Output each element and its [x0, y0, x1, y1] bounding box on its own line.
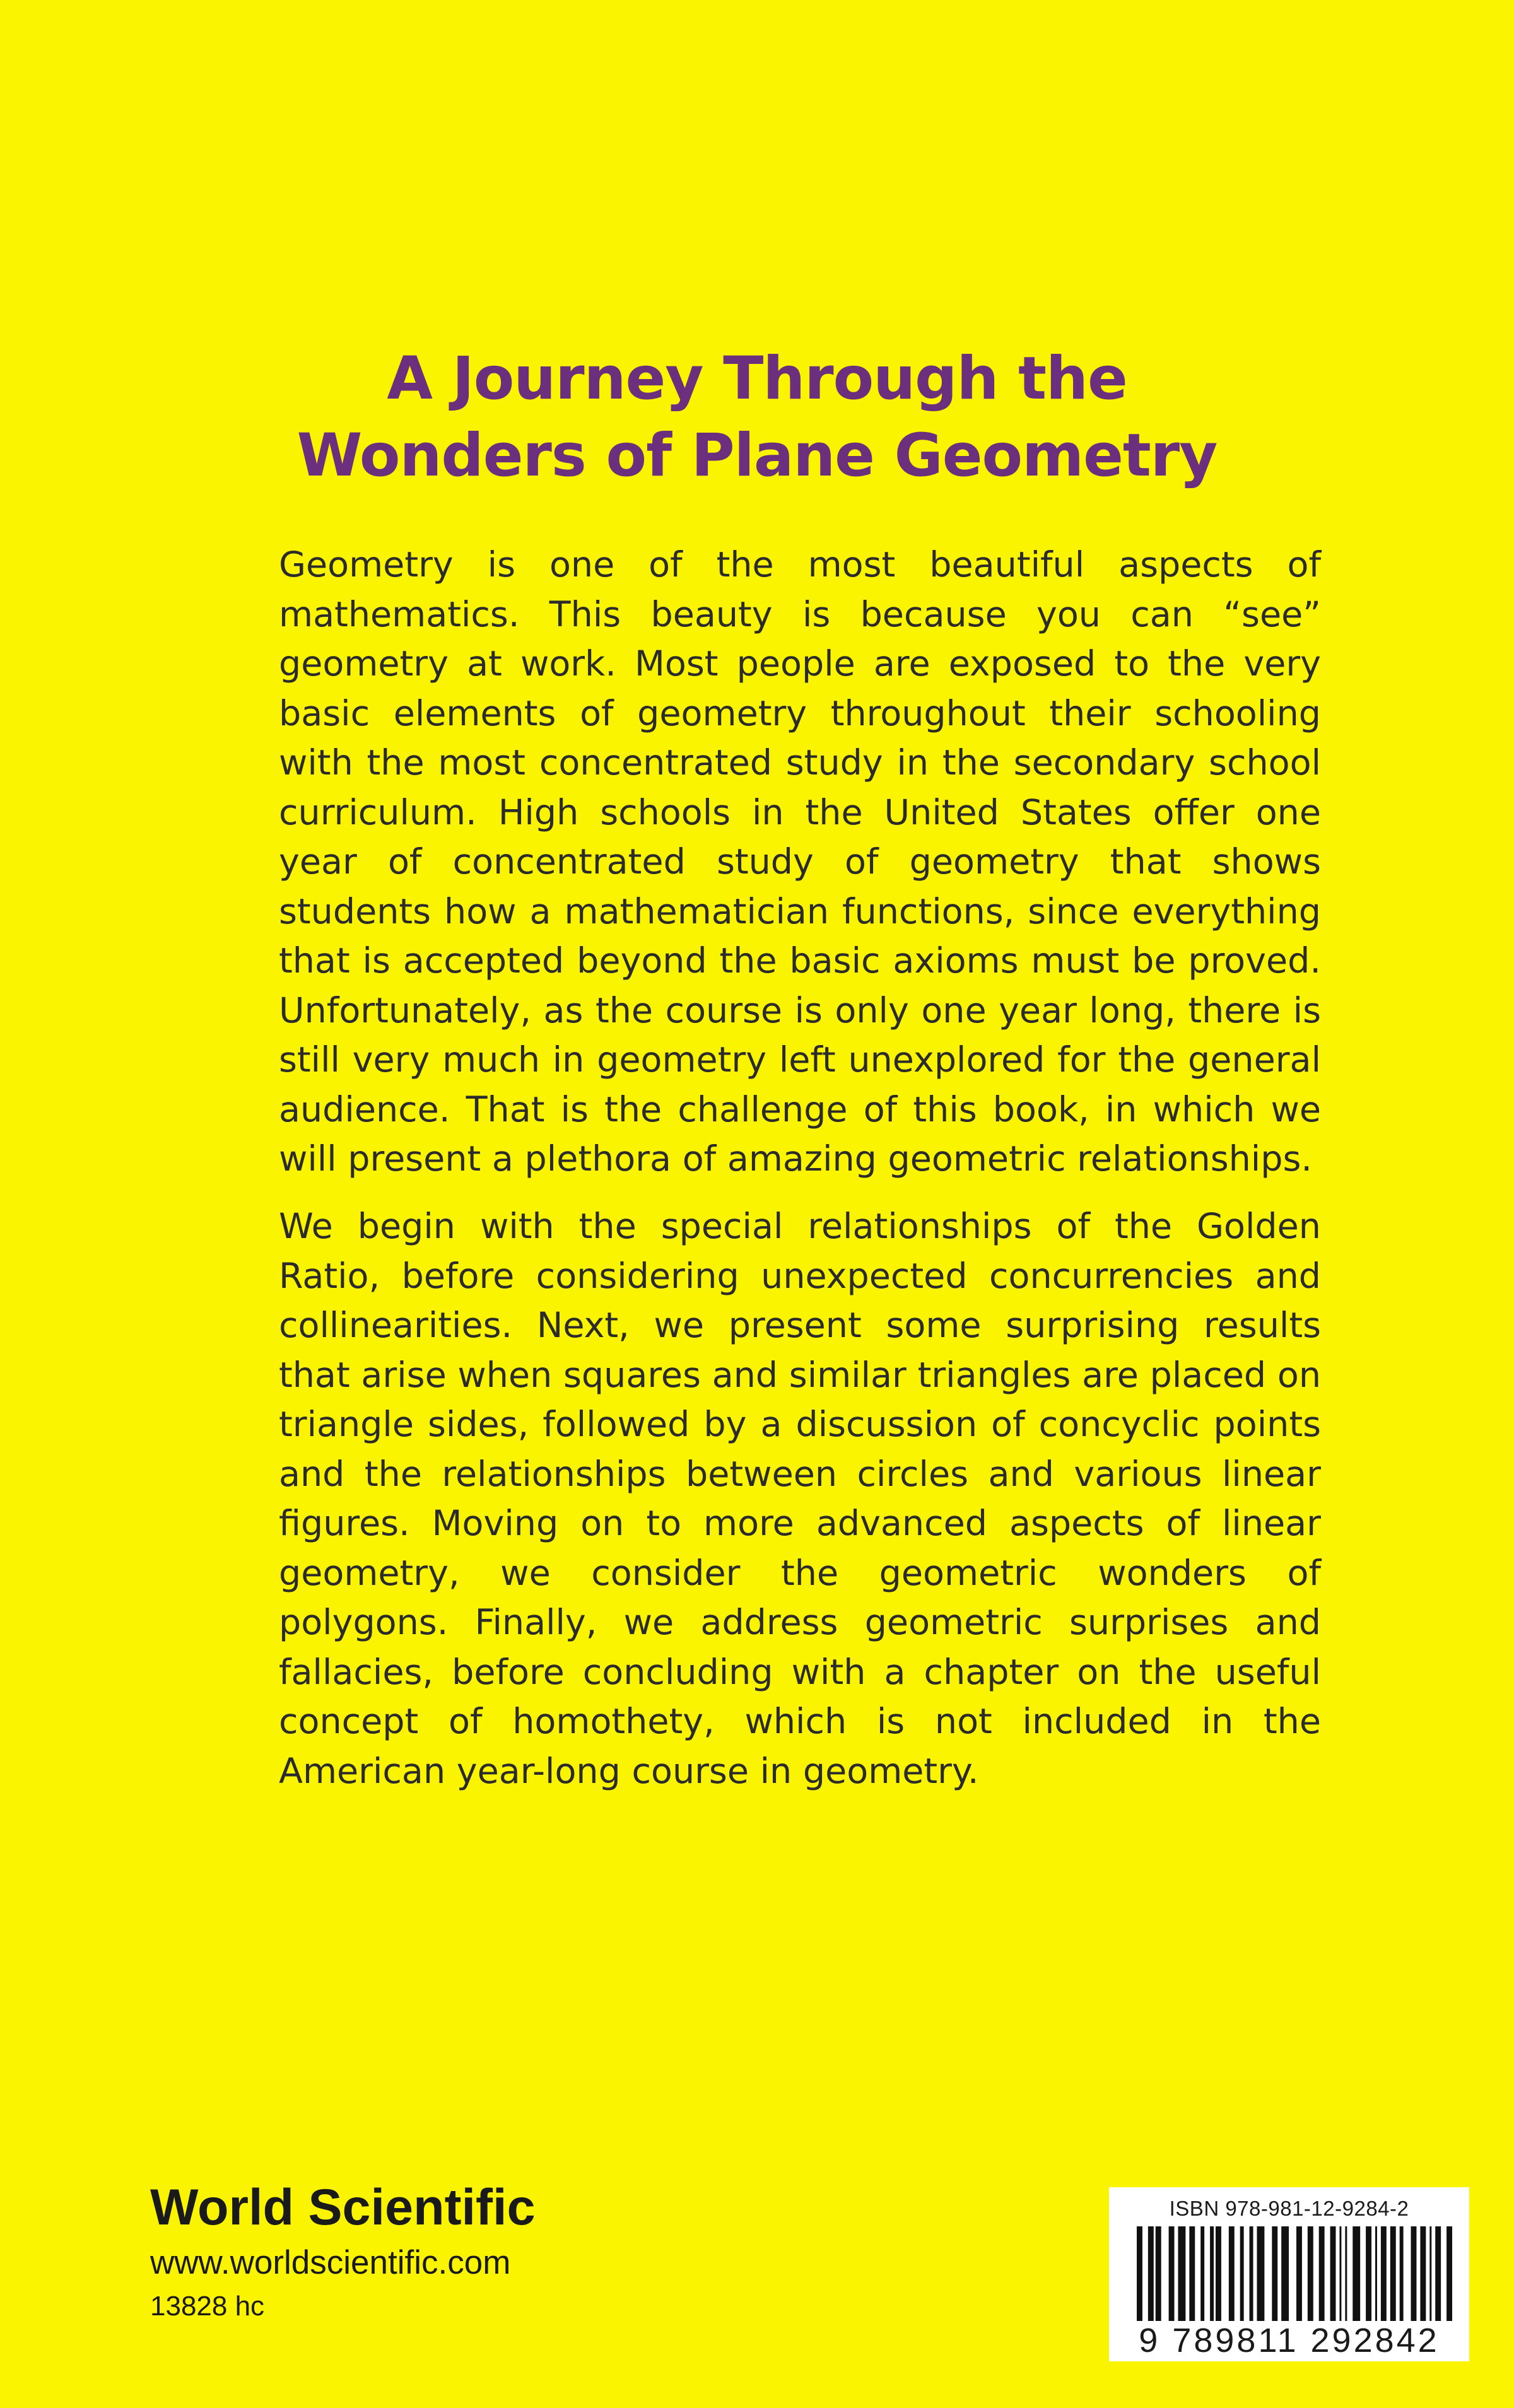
publisher-block — [150, 2177, 718, 2325]
barcode-bar — [1216, 2226, 1221, 2321]
barcode-bar — [1339, 2226, 1341, 2321]
barcode-bar — [1447, 2226, 1452, 2321]
barcode-bar — [1272, 2226, 1277, 2321]
barcode-bar — [1210, 2226, 1214, 2321]
barcode-bar — [1169, 2226, 1175, 2321]
blurb-paragraph-1 — [279, 541, 1321, 1184]
barcode-bar — [1281, 2226, 1289, 2321]
barcode-bar — [1435, 2226, 1441, 2321]
barcode-bar — [1240, 2226, 1244, 2321]
barcode-bar — [1200, 2226, 1204, 2321]
barcode-bar — [1411, 2226, 1417, 2321]
barcode-panel — [1109, 2187, 1469, 2361]
blurb-text-2: We begin with the special relationships of the Golden Ratio, before considering unexpected concurrencies and collinearities. Next, we present some surprising results that arise when squares and similar triangles are placed on triangle sides, followed by a discussion of concyclic points and the relationships between circles and various linear figures. Moving on to more advanced aspects of linear geometry, we consider the geometric wonders of polygons. Finally, we address geometric surprises and fallacies, before concluding with a chapter on the useful concept of homothety, which is not included in the American year-long course in geometry. — [279, 1206, 1321, 1792]
publisher-url: www.worldscientific.com — [150, 2244, 511, 2281]
barcode-bar — [1257, 2226, 1264, 2321]
isbn-label: ISBN 978-981-12-9284-2 — [1169, 2197, 1409, 2220]
barcode-bar — [1156, 2226, 1161, 2321]
barcode-bar — [1381, 2226, 1387, 2321]
barcode-bar — [1137, 2226, 1142, 2321]
blurb-text-1: Geometry is one of the most beautiful aspects of mathematics. This beauty is because you can “see” geometry at work. Most people are exposed to the very basic elements of geometry throughout their schooling with the most concentrated study in the secondary school curriculum. High schools in the United States offer one year of concentrated study of geometry that shows students how a mathematician functions, since everything that is accepted beyond the basic axioms must be proved. Unfortunately, as the course is only one year long, there is still very much in geometry left unexplored for the general audience. That is the challenge of this book, in which we will present a plethora of amazing geometric relationships. — [279, 544, 1321, 1179]
barcode-bars — [1137, 2226, 1452, 2332]
barcode-bar — [1229, 2226, 1235, 2321]
barcode-bar — [1330, 2226, 1336, 2321]
ean-digits: 9 789811 292842 — [1139, 2322, 1440, 2359]
blurb-paragraph-2 — [279, 1202, 1321, 1796]
book-title-line-2: Wonders of Plane Geometry — [296, 421, 1218, 490]
publisher-name: World Scientific — [150, 2179, 536, 2236]
barcode-bar — [1400, 2226, 1404, 2321]
barcode-bar — [1178, 2226, 1185, 2321]
barcode-bar — [1390, 2226, 1396, 2321]
book-title — [0, 341, 1514, 494]
book-title-line-1: A Journey Through the — [387, 344, 1127, 413]
barcode-bar — [1353, 2226, 1360, 2321]
barcode-bar — [1420, 2226, 1426, 2321]
product-code: 13828 hc — [150, 2291, 265, 2322]
barcode-bar — [1308, 2226, 1313, 2321]
barcode-bar — [1189, 2226, 1195, 2321]
barcode-bar — [1345, 2226, 1347, 2321]
barcode-bar — [1375, 2226, 1377, 2321]
barcode-bar — [1366, 2226, 1371, 2321]
barcode-bar — [1319, 2226, 1325, 2321]
barcode-bar — [1250, 2226, 1253, 2321]
barcode-bar — [1148, 2226, 1154, 2321]
barcode-bar — [1429, 2226, 1431, 2321]
barcode-bar — [1296, 2226, 1302, 2321]
